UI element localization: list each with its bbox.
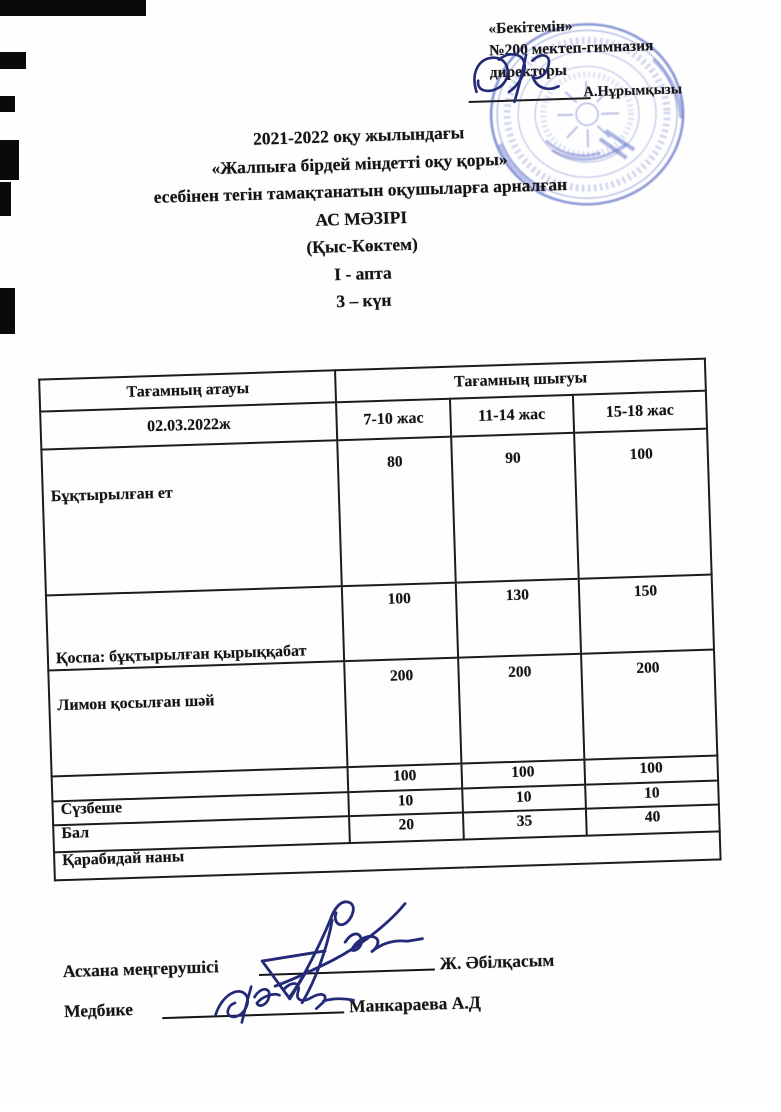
table-row — [41, 429, 711, 596]
scan-artifact — [0, 140, 19, 180]
dish-name: Лимон қосылған шәй — [48, 661, 348, 776]
portion-value: 150 — [578, 575, 714, 654]
portion-value: 100 — [348, 764, 462, 793]
dish-name: Бал — [52, 792, 349, 825]
col-header-output: Тағамның шығуы — [335, 359, 705, 403]
portion-value: 80 — [338, 437, 456, 586]
nurse-signature-icon — [203, 971, 363, 1028]
portion-value: 100 — [342, 583, 458, 662]
portion-value: 35 — [463, 809, 587, 840]
director-signature-icon — [465, 45, 599, 111]
title-line-menu: АС МӘЗІРІ — [315, 206, 408, 230]
scan-artifact — [0, 288, 15, 334]
signature-block — [62, 926, 704, 1026]
table-row — [48, 650, 717, 777]
document-title-block — [0, 111, 736, 327]
portion-value: 200 — [345, 658, 461, 768]
dish-name: Бұқтырылған ет — [41, 440, 342, 595]
col-header-dish: Тағамның атауы — [39, 370, 336, 411]
portion-value: 130 — [455, 579, 580, 658]
scan-artifact — [0, 0, 146, 16]
director-title: директоры — [489, 61, 568, 82]
dish-name: Қоспа: бұқтырылған қырыққабат — [46, 586, 345, 670]
age-header-15-18: 15-18 жас — [573, 391, 707, 433]
menu-table — [38, 358, 721, 882]
scan-artifact — [0, 52, 26, 69]
portion-value: 90 — [451, 433, 579, 583]
portion-value: 200 — [458, 654, 584, 764]
title-line-fund: «Жалпыға бірдей міндетті оқу қоры» — [211, 148, 508, 178]
title-line-students: есебінен тегін тамақтанатын оқушыларға арналған — [153, 173, 568, 207]
age-header-11-14: 11-14 жас — [450, 395, 574, 437]
portion-value: 10 — [585, 780, 719, 808]
director-name: А.Нұрымқызы — [583, 81, 683, 101]
nurse-role-label: Медбике — [63, 998, 134, 1022]
title-line-day: 3 – күн — [335, 289, 392, 312]
dish-name: Сүзбеше — [52, 767, 349, 801]
title-line-year: 2021-2022 оқу жылындағы — [252, 122, 465, 149]
portion-value: 200 — [581, 650, 717, 760]
portion-value: 100 — [574, 429, 712, 579]
manager-name: Ж. Әбілқасым — [439, 949, 555, 974]
portion-value: 10 — [349, 789, 463, 817]
portion-value: 40 — [586, 804, 720, 835]
nurse-name: Манкараева А.Д — [348, 992, 482, 1017]
dish-name: Қарабидай наны — [53, 816, 350, 852]
approval-word: «Бекітемін» — [488, 17, 573, 38]
approval-block — [488, 10, 741, 128]
title-line-week: I - апта — [333, 261, 393, 284]
scan-artifact — [0, 182, 11, 216]
portion-value: 10 — [462, 785, 586, 813]
menu-date: 02.03.2022ж — [40, 402, 337, 449]
scan-artifact — [0, 96, 15, 112]
school-name: №200 мектеп-гимназия — [488, 37, 654, 60]
title-line-season: (Қыс-Көктем) — [306, 233, 419, 258]
age-header-7-10: 7-10 жас — [336, 399, 450, 441]
portion-value: 100 — [584, 756, 718, 785]
portion-value: 20 — [349, 813, 463, 844]
portion-value: 100 — [461, 760, 585, 789]
manager-role-label: Асхана меңгерушісі — [62, 956, 219, 982]
